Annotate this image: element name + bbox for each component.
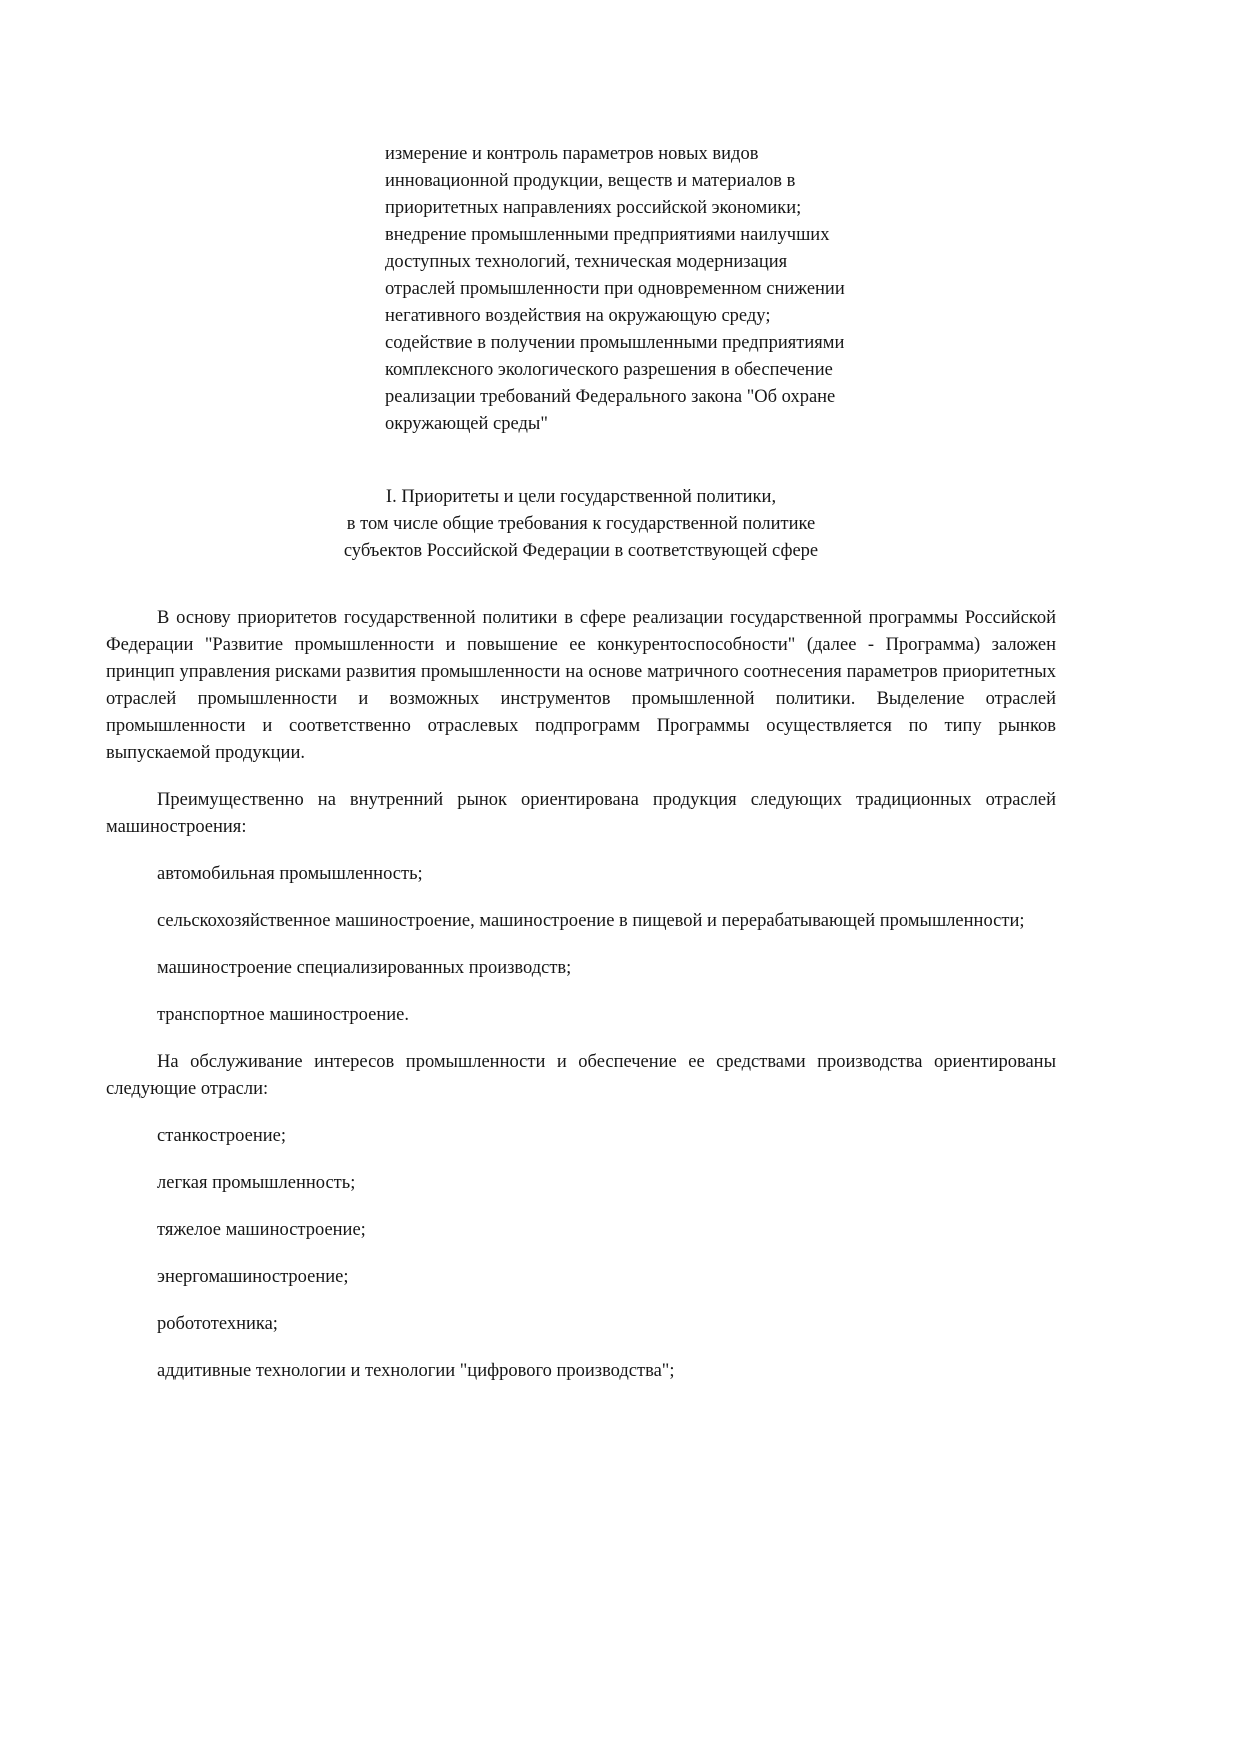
section-heading-line: в том числе общие требования к государственной политике (346, 514, 816, 534)
list-item-robotics: робототехника; (157, 1314, 278, 1334)
quote-line: измерение и контроль параметров новых видов (385, 144, 759, 164)
list-item-additive-technologies: аддитивные технологии и технологии "цифрового производства"; (157, 1361, 675, 1381)
quote-line: негативного воздействия на окружающую среду; (385, 306, 771, 326)
list-item-specialized-machinery: машиностроение специализированных производств; (157, 958, 572, 978)
list-item-automotive: автомобильная промышленность; (157, 864, 423, 884)
quote-line: отраслей промышленности при одновременном снижении (385, 279, 845, 299)
quote-line: окружающей среды" (385, 414, 548, 434)
list-item-light-industry: легкая промышленность; (157, 1173, 356, 1193)
section-heading-line: субъектов Российской Федерации в соответствующей сфере (343, 541, 819, 561)
section-heading-line: I. Приоритеты и цели государственной политики, (385, 487, 777, 507)
quote-line: внедрение промышленными предприятиями наилучших (385, 225, 830, 245)
section-heading (106, 484, 1056, 565)
list-item-transport-machinery: транспортное машиностроение. (157, 1005, 409, 1025)
quote-line: доступных технологий, техническая модернизация (385, 252, 788, 272)
paragraph-program-intro: В основу приоритетов государственной политики в сфере реализации государственной программы Российской Федерации "Развитие промышленности и повышение ее конкурентоспособности" (далее - Программа) заложен принцип управления рисками развития промышленности на основе матричного соотнесения параметров приоритетных отраслей промышленности и возможных инструментов промышленной политики. Выделение отраслей промышленности и соответственно отраслевых подпрограмм Программы осуществляется по типу рынков выпускаемой продукции. (106, 608, 1056, 763)
quote-block (385, 141, 1056, 438)
quote-line: содействие в получении промышленными предприятиями (385, 333, 845, 353)
list-item-heavy-machinery: тяжелое машиностроение; (157, 1220, 366, 1240)
list-item-agricultural-machinery: сельскохозяйственное машиностроение, машиностроение в пищевой и перерабатывающей промышленности; (157, 911, 1025, 931)
quote-line: инновационной продукции, веществ и материалов в (385, 171, 796, 191)
paragraph-industry-service-intro: На обслуживание интересов промышленности и обеспечение ее средствами производства ориентированы следующие отрасли: (106, 1052, 1056, 1099)
list-item-machine-tools: станкостроение; (157, 1126, 287, 1146)
quote-line: реализации требований Федерального закона "Об охране (385, 387, 836, 407)
list-item-power-machinery: энергомашиностроение; (157, 1267, 349, 1287)
quote-line: комплексного экологического разрешения в обеспечение (385, 360, 833, 380)
paragraph-domestic-market-intro: Преимущественно на внутренний рынок ориентирована продукция следующих традиционных отраслей машиностроения: (106, 790, 1056, 837)
quote-line: приоритетных направлениях российской экономики; (385, 198, 802, 218)
